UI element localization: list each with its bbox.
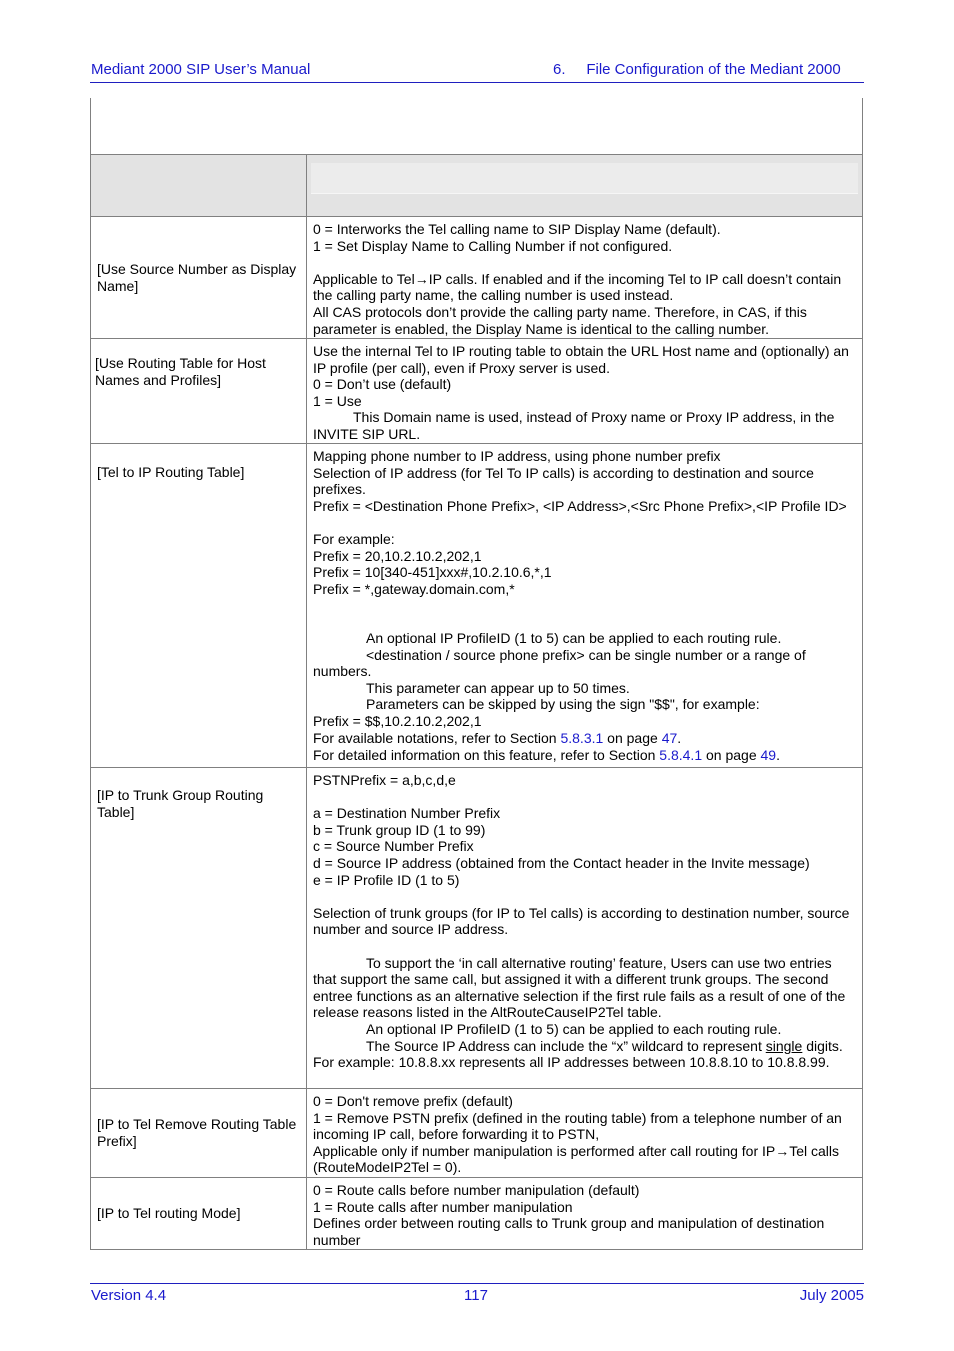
table-header-row bbox=[90, 154, 863, 216]
table-row bbox=[90, 338, 863, 443]
wildcard-note: The Source IP Address can include the “x” wildcard to represent single digits. For example: 10.8.8.xx represents all IP addresses between 10.8.8.10 to 10.8.8.99. bbox=[313, 1037, 847, 1071]
table-top-blank bbox=[90, 98, 863, 154]
header-cell-parameter bbox=[91, 155, 307, 216]
header-manual-title: Mediant 2000 SIP User’s Manual bbox=[91, 61, 311, 78]
param-name: [Tel to IP Routing Table] bbox=[91, 444, 307, 767]
page-link-49[interactable]: 49 bbox=[760, 747, 777, 764]
param-description: PSTNPrefix = a,b,c,d,e a = Destination Number Prefix b = Trunk group ID (1 to 99) c = Source Number Prefix d = Source IP address (obtained from the Contact header in the Invite message) e = IP Profile ID (1 to 5) Selection of trunk groups (for IP to Tel calls) is according to destination number, source number and source IP address. To support the ‘in call alternative routing’ feature, Users can use two entries that support the same call, but assigned it with a different trunk groups. The second entree functions as an alternative selection if the first rule fails as a result of one of the release reasons listed in the AltRouteCauseIP2Tel table. An optional IP ProfileID (1 to 5) can be applied to each routing rule. The Source IP Address can include the “x” wildcard to represent single digits. For example: 10.8.8.xx represents all IP addresses between 10.8.8.10 to 10.8.8.99. bbox=[307, 768, 862, 1088]
footer-date: July 2005 bbox=[799, 1287, 864, 1304]
section-reference-1: For available notations, refer to Section 5.8.3.1 on page 47. bbox=[313, 729, 682, 746]
table-row bbox=[90, 443, 863, 767]
param-description: 0 = Don't remove prefix (default) 1 = Remove PSTN prefix (defined in the routing table) from a telephone number of an incoming IP call, before forwarding it to PSTN, Applicable only if number manipulation is performed after call routing for IP→Tel calls (RouteModeIP2Tel = 0). bbox=[313, 1093, 846, 1176]
footer-page-number: 117 bbox=[464, 1287, 488, 1304]
section-link-5-8-3-1[interactable]: 5.8.3.1 bbox=[560, 729, 604, 746]
table-row bbox=[90, 216, 863, 338]
table-row bbox=[90, 767, 863, 1088]
param-description: 0 = Interworks the Tel calling name to SIP Display Name (default). 1 = Set Display Name to Calling Number if not configured. Applicable to Tel→IP calls. If enabled and if the incoming Tel to IP call doesn’t contain the calling party name, the calling number is used instead. All CAS protocols don’t provide the calling party name. Therefore, in CAS, if this parameter is enabled, the Display Name is identical to the calling number. bbox=[313, 221, 846, 337]
parameter-table bbox=[90, 98, 863, 1250]
header-chapter-title: 6. File Configuration of the Mediant 2000 bbox=[553, 61, 841, 78]
param-description: Mapping phone number to IP address, using phone number prefix Selection of IP address (for Tel To IP calls) is according to destination and source prefixes. Prefix = <Destination Phone Prefix>, <IP Address>,<Src Phone Prefix>,<IP Profile ID> For example: Prefix = 20,10.2.10.2,202,1 Prefix = 10[340-451]xxx#,10.2.10.6,*,1 Prefix = *,gateway.domain.com,* An optional IP ProfileID (1 to 5) can be applied to each routing rule. <destination / source phone prefix> can be single number or a range of numbers. This parameter can appear up to 50 times. Parameters can be skipped by using the sign "$$", for example: Prefix = $$,10.2.10.2,202,1 For available notations, refer to Section 5.8.3.1 on page 47. For detailed information on this feature, refer to Section 5.8.4.1 on page 49. bbox=[307, 444, 862, 767]
param-name: [IP to Trunk Group Routing Table] bbox=[91, 768, 307, 1088]
header-cell-description bbox=[307, 155, 862, 216]
table-row bbox=[90, 1088, 863, 1177]
page-footer bbox=[90, 1283, 864, 1306]
param-name: [Use Source Number as Display Name] bbox=[91, 217, 307, 338]
param-description: Use the internal Tel to IP routing table to obtain the URL Host name and (optionally) an IP profile (per call), even if Proxy server is used. 0 = Don’t use (default) 1 = Use This Domain name is used, instead of Proxy name or Proxy IP address, in the INVITE SIP URL. bbox=[313, 343, 853, 442]
page-link-47[interactable]: 47 bbox=[661, 729, 678, 746]
footer-version: Version 4.4 bbox=[91, 1287, 167, 1304]
table-row bbox=[90, 1177, 863, 1250]
page-header bbox=[90, 60, 864, 83]
section-link-5-8-4-1[interactable]: 5.8.4.1 bbox=[659, 747, 703, 764]
param-name: [IP to Tel Remove Routing Table Prefix] bbox=[91, 1089, 307, 1177]
section-reference-2: For detailed information on this feature, refer to Section 5.8.4.1 on page 49. bbox=[313, 747, 780, 764]
param-name: [IP to Tel routing Mode] bbox=[91, 1178, 307, 1249]
param-name: [Use Routing Table for Host Names and Profiles] bbox=[91, 339, 307, 443]
param-description: 0 = Route calls before number manipulation (default) 1 = Route calls after number manipulation Defines order between routing calls to Trunk group and manipulation of destination number bbox=[313, 1182, 829, 1248]
